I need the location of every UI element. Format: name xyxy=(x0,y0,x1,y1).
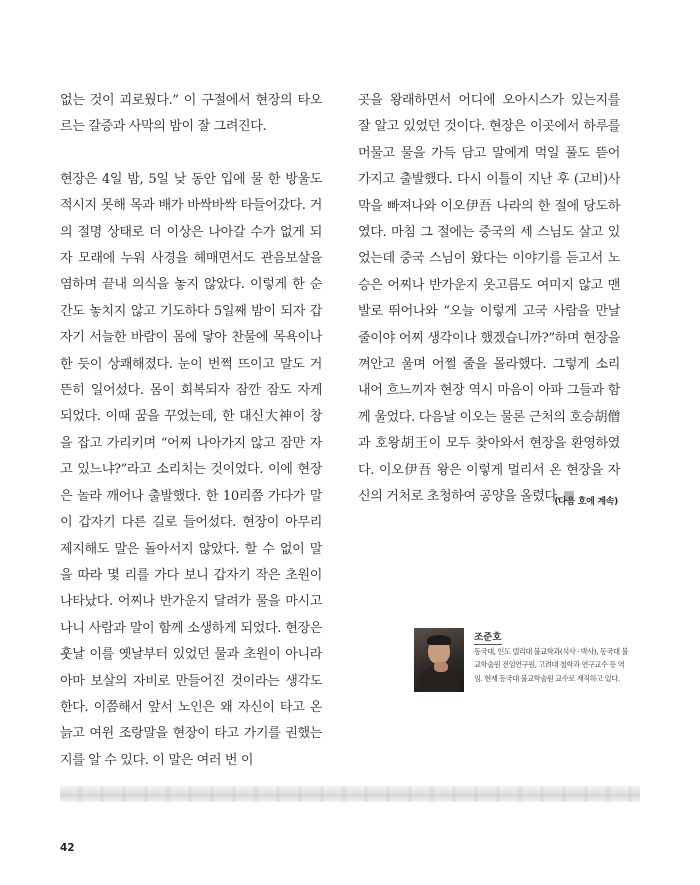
right-column xyxy=(358,88,620,511)
author-bio: 동국대, 인도 델리대 불교학과(석사 · 박사), 동국대 불교학술원 전임연구원, 고려대 철학과 연구교수 등 역임. 현재 동국대 불교학술원 교수로 재직하고 있다. xyxy=(474,647,628,683)
left-paragraph-1: 없는 것이 괴로웠다.” 이 구절에서 현장의 타오르는 갈증과 사막의 밤이 잘 그려진다. xyxy=(60,93,322,135)
right-paragraph-text: 곳을 왕래하면서 어디에 오아시스가 있는지를 잘 알고 있었던 것이다. 현장은 이곳에서 하루를 머물고 물을 가득 담고 말에게 먹일 풀도 뜯어 가지고 출발했다. 다시 이틀이 지난 후 (고비)사막을 빠져나와 이오伊吾 나라의 한 절에 당도하였다. 마침 그 절에는 중국의 세 스님도 살고 있었는데 중국 스님이 왔다는 이야기를 듣고서 노승은 어찌나 반가운지 옷고름도 여미지 않고 맨발로 뛰어나와 “오늘 이렇게 고국 사람을 만날 줄이야 어찌 생각이나 했겠습니까?”하며 현장을 껴안고 울며 어쩔 줄을 몰라했다. 그렇게 소리 내어 흐느끼자 현장 역시 마음이 아파 그들과 함께 울었다. 다음날 이오는 물론 근처의 호승胡僧과 호왕胡王이 모두 찾아와서 현장을 환영하였다. 이오伊吾 왕은 이렇게 멀리서 온 현장을 자신의 거처로 초청하여 공양을 올렸다. xyxy=(358,93,620,505)
next-issue-note: (다음 호에 계속) xyxy=(554,497,618,507)
author-box xyxy=(414,628,628,694)
page-number: 42 xyxy=(60,842,75,854)
author-photo xyxy=(414,628,464,692)
right-paragraph-1 xyxy=(358,88,620,511)
left-column xyxy=(60,88,322,774)
author-name: 조준호 xyxy=(474,629,502,645)
left-paragraph-2: 현장은 4일 밤, 5일 낮 동안 입에 물 한 방울도 적시지 못해 목과 배가 바싹바싹 타들어갔다. 거의 절명 상태로 더 이상은 나아갈 수가 없게 되자 모래에 누워 사경을 헤매면서도 관음보살을 염하며 끝내 의식을 놓지 않았다. 이렇게 한 순간도 놓치지 않고 기도하다 5일째 밤이 되자 갑자기 서늘한 바람이 몸에 닿아 찬물에 목욕이나 한 듯이 상쾌해졌다. 눈이 번쩍 뜨이고 말도 거뜬히 일어섰다. 몸이 회복되자 잠깐 잠도 자게 되었다. 이때 꿈을 꾸었는데, 한 대신大神이 창을 잡고 가리키며 “어찌 나아가지 않고 잠만 자고 있느냐?”라고 소리치는 것이었다. 이에 현장은 놀라 깨어나 출발했다. 한 10리쯤 가다가 말이 갑자기 다른 길로 들어섰다. 현장이 아무리 제지해도 말은 돌아서지 않았다. 할 수 없이 말을 따라 몇 리를 가다 보니 갑자기 작은 초원이 나타났다. 어찌나 반가운지 달려가 물을 마시고 나니 사람과 말이 함께 소생하게 되었다. 현장은 훗날 이를 옛날부터 있었던 물과 초원이 아니라 아마 보살의 자비로 만들어진 것이라는 생각도 한다. 이쯤해서 앞서 노인은 왜 자신이 타고 온 늙고 여윈 조랑말을 현장이 타고 가기를 권했는지를 알 수 있다. 이 말은 여러 번 이 xyxy=(60,171,322,768)
footer-decoration xyxy=(60,786,640,802)
